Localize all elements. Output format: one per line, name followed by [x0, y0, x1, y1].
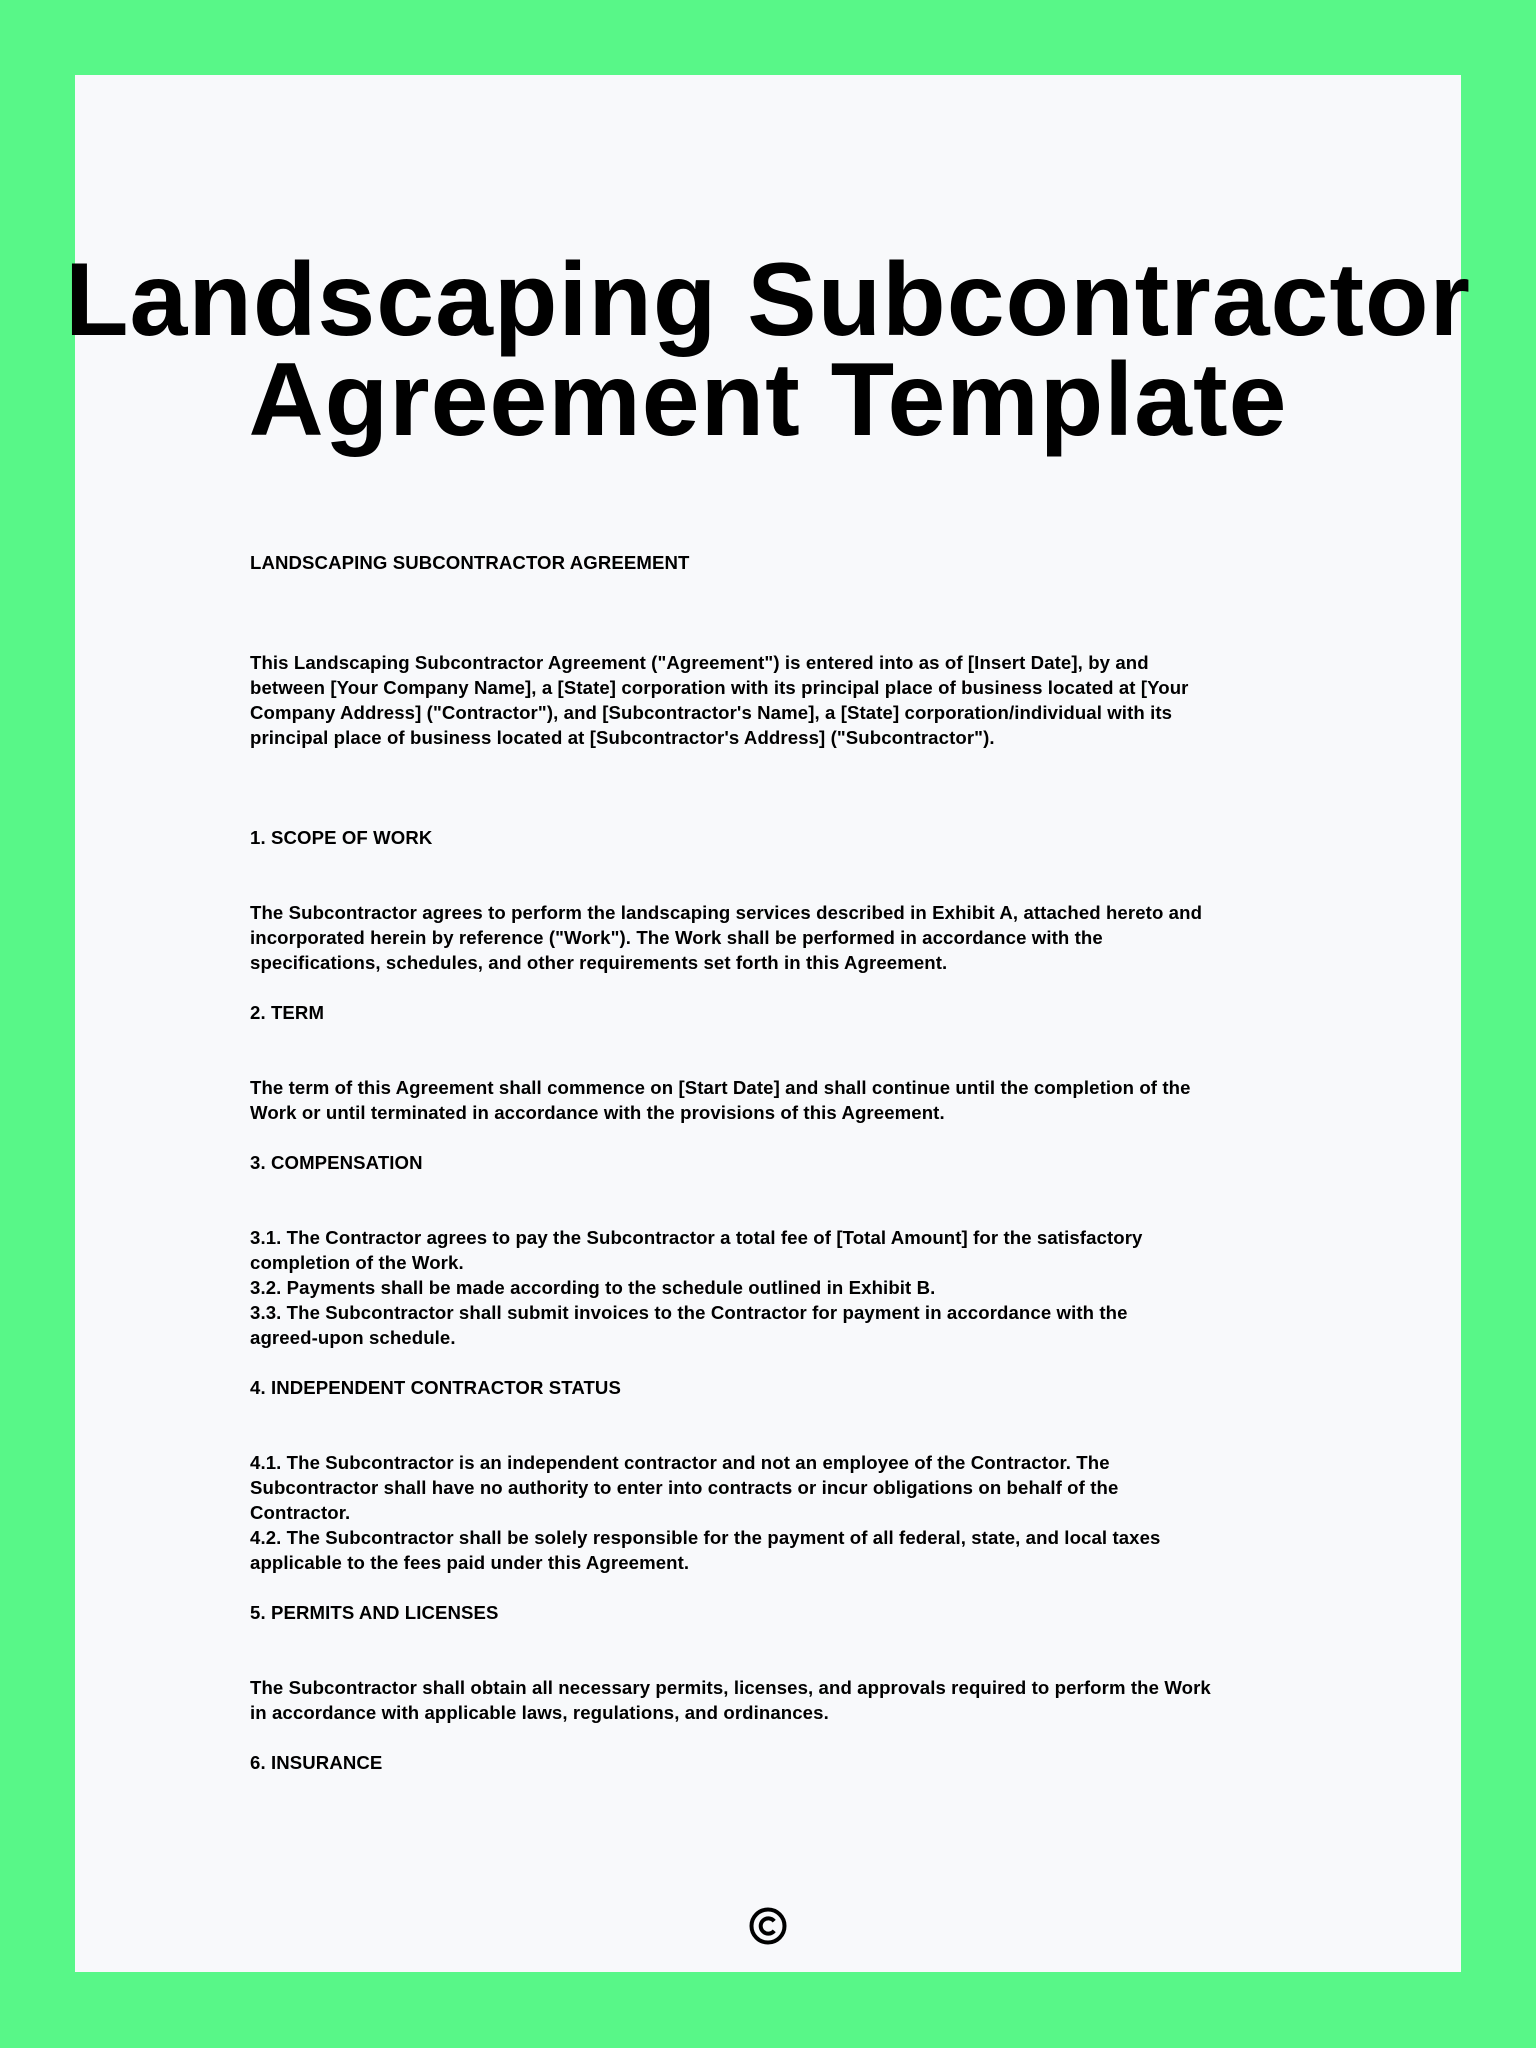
section-line: Contractor.	[250, 1502, 351, 1523]
section-line: Work or until terminated in accordance with the provisions of this Agreement.	[250, 1102, 945, 1123]
section-line: agreed-upon schedule.	[250, 1327, 456, 1348]
section-line: Subcontractor shall have no authority to enter into contracts or incur obligations on behalf of the	[250, 1477, 1119, 1498]
section-body-independent-contractor-status	[250, 1450, 1300, 1575]
copyright-icon	[748, 1906, 788, 1946]
section-line: 4.1. The Subcontractor is an independent contractor and not an employee of the Contractor. The	[250, 1452, 1110, 1473]
section-body-term	[250, 1075, 1300, 1125]
section-line: 3.3. The Subcontractor shall submit invoices to the Contractor for payment in accordance with the	[250, 1302, 1128, 1323]
section-line: The term of this Agreement shall commence on [Start Date] and shall continue until the completion of the	[250, 1077, 1191, 1098]
intro-line: This Landscaping Subcontractor Agreement ("Agreement") is entered into as of [Insert Date], by and	[250, 652, 1149, 673]
section-body-scope-of-work	[250, 900, 1300, 975]
section-heading-permits-and-licenses: 5. PERMITS AND LICENSES	[250, 1602, 499, 1623]
section-line: The Subcontractor agrees to perform the landscaping services described in Exhibit A, attached hereto and	[250, 902, 1203, 923]
intro-paragraph	[250, 650, 1300, 750]
page-title	[0, 242, 1536, 458]
section-heading-compensation: 3. COMPENSATION	[250, 1152, 423, 1173]
section-line: The Subcontractor shall obtain all necessary permits, licenses, and approvals required to perform the Work	[250, 1677, 1211, 1698]
section-line: applicable to the fees paid under this Agreement.	[250, 1552, 690, 1573]
intro-line: principal place of business located at [Subcontractor's Address] ("Subcontractor").	[250, 727, 995, 748]
section-heading-independent-contractor-status: 4. INDEPENDENT CONTRACTOR STATUS	[250, 1377, 621, 1398]
section-heading-term: 2. TERM	[250, 1002, 325, 1023]
intro-line: between [Your Company Name], a [State] corporation with its principal place of business located at [Your	[250, 677, 1189, 698]
section-line: incorporated herein by reference ("Work"). The Work shall be performed in accordance with the	[250, 927, 1103, 948]
section-line: completion of the Work.	[250, 1252, 464, 1273]
section-body-permits-and-licenses	[250, 1675, 1300, 1725]
intro-line: Company Address] ("Contractor"), and [Subcontractor's Name], a [State] corporation/individual with its	[250, 702, 1173, 723]
section-heading-scope-of-work: 1. SCOPE OF WORK	[250, 827, 433, 848]
title-line-1: Landscaping Subcontractor	[64, 242, 1472, 358]
title-line-2: Agreement Template	[248, 342, 1288, 458]
section-line: 4.2. The Subcontractor shall be solely responsible for the payment of all federal, state, and local taxes	[250, 1527, 1161, 1548]
section-body-compensation	[250, 1225, 1300, 1350]
section-line: 3.2. Payments shall be made according to the schedule outlined in Exhibit B.	[250, 1277, 936, 1298]
section-line: specifications, schedules, and other requirements set forth in this Agreement.	[250, 952, 948, 973]
copyright-icon-svg	[749, 1907, 787, 1945]
section-line: 3.1. The Contractor agrees to pay the Subcontractor a total fee of [Total Amount] for the satisfactory	[250, 1227, 1143, 1248]
document-heading: LANDSCAPING SUBCONTRACTOR AGREEMENT	[250, 552, 690, 573]
section-line: in accordance with applicable laws, regulations, and ordinances.	[250, 1702, 829, 1723]
section-heading-insurance: 6. INSURANCE	[250, 1752, 383, 1773]
